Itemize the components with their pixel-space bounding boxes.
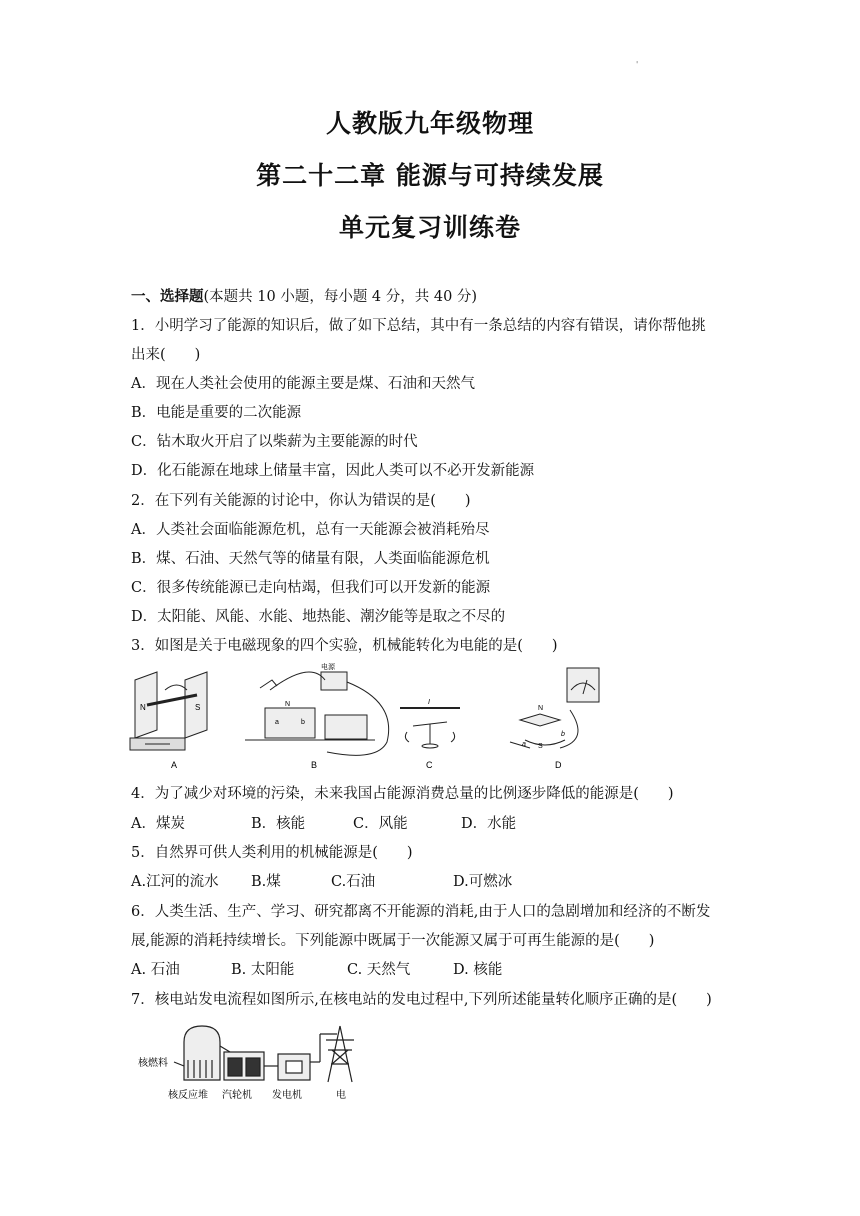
q1-stem-line1: 1．小明学习了能源的知识后，做了如下总结，其中有一条总结的内容有错误，请你帮他挑 bbox=[131, 318, 706, 334]
q3-figure bbox=[125, 660, 625, 775]
q3-fig-d-n: N bbox=[538, 705, 544, 712]
q7-label-reactor: 核反应堆 bbox=[168, 1090, 208, 1101]
q5-options bbox=[131, 870, 512, 891]
q6-stem-line1: 6．人类生活、生产、学习、研究都离不开能源的消耗,由于人口的急剧增加和经济的不断发 bbox=[131, 904, 711, 920]
q1-stem-line2: 出来( ) bbox=[131, 347, 201, 363]
q3-fig-b-b: b bbox=[301, 719, 305, 726]
page-title: 人教版九年级物理 bbox=[325, 109, 534, 138]
q3-fig-label-d: D bbox=[555, 760, 562, 770]
q7-label-fuel: 核燃料 bbox=[138, 1058, 168, 1069]
q3-fig-a-s: S bbox=[195, 703, 201, 712]
q3-fig-a-n: N bbox=[140, 703, 146, 712]
corner-mark: ' bbox=[636, 60, 639, 69]
q3-fig-d bbox=[510, 668, 599, 748]
q6-option-a: A. 石油 bbox=[131, 962, 180, 978]
q3-fig-label-b: B bbox=[311, 760, 318, 770]
q4-option-d: D．水能 bbox=[461, 816, 517, 832]
q4-stem: 4．为了减少对环境的污染，未来我国占能源消费总量的比例逐步降低的能源是( ) bbox=[131, 786, 674, 802]
q2-option-c: C．很多传统能源已走向枯竭，但我们可以开发新的能源 bbox=[131, 580, 491, 596]
q3-fig-b-n: N bbox=[285, 701, 291, 708]
section-heading bbox=[131, 285, 477, 306]
q5-option-c: C.石油 bbox=[331, 874, 376, 890]
q5-option-b: B.煤 bbox=[251, 874, 281, 890]
q5-option-a: A.江河的流水 bbox=[131, 874, 219, 890]
q1-option-d: D．化石能源在地球上储量丰富，因此人类可以不必开发新能源 bbox=[131, 463, 535, 479]
q4-option-c: C．风能 bbox=[353, 816, 408, 832]
q4-options bbox=[131, 812, 516, 833]
q2-stem: 2．在下列有关能源的讨论中，你认为错误的是( ) bbox=[131, 493, 471, 509]
q5-option-d: D.可燃冰 bbox=[453, 874, 513, 890]
section-label: 一、选择题 bbox=[131, 289, 204, 305]
q3-fig-b-power: 电源 bbox=[321, 664, 335, 671]
q1-option-c: C．钻木取火开启了以柴薪为主要能源的时代 bbox=[131, 434, 418, 450]
power-tower-icon bbox=[310, 1026, 354, 1082]
section-note: (本题共 10 小题，每小题 4 分，共 40 分) bbox=[203, 289, 478, 305]
q3-fig-d-b: b bbox=[561, 731, 565, 738]
q2-option-a: A．人类社会面临能源危机，总有一天能源会被消耗殆尽 bbox=[131, 522, 490, 538]
q4-option-b: B．核能 bbox=[251, 816, 306, 832]
q3-fig-c bbox=[400, 708, 460, 748]
reactor-icon bbox=[184, 1026, 220, 1080]
q6-option-b: B. 太阳能 bbox=[231, 962, 295, 978]
q1-option-a: A．现在人类社会使用的能源主要是煤、石油和天然气 bbox=[131, 376, 475, 392]
q2-option-d: D．太阳能、风能、水能、地热能、潮汐能等是取之不尽的 bbox=[131, 609, 506, 625]
q2-option-b: B．煤、石油、天然气等的储量有限，人类面临能源危机 bbox=[131, 551, 490, 567]
q5-stem: 5．自然界可供人类利用的机械能源是( ) bbox=[131, 845, 413, 861]
q3-fig-label-a: A bbox=[171, 760, 178, 770]
q6-options bbox=[131, 958, 502, 979]
q3-fig-b bbox=[245, 672, 389, 755]
q1-option-b: B．电能是重要的二次能源 bbox=[131, 405, 302, 421]
q3-stem: 3．如图是关于电磁现象的四个实验，机械能转化为电能的是( ) bbox=[131, 638, 558, 654]
q3-fig-b-a: a bbox=[275, 719, 279, 726]
paper-subtitle: 单元复习训练卷 bbox=[338, 213, 521, 242]
q6-option-c: C. 天然气 bbox=[347, 962, 411, 978]
q7-figure bbox=[132, 1020, 372, 1108]
q3-fig-c-i: I bbox=[428, 699, 430, 706]
q7-stem: 7．核电站发电流程如图所示,在核电站的发电过程中,下列所述能量转化顺序正确的是( ) bbox=[131, 992, 712, 1008]
q7-label-turbine: 汽轮机 bbox=[222, 1090, 252, 1101]
q4-option-a: A．煤炭 bbox=[131, 816, 185, 832]
q6-option-d: D. 核能 bbox=[453, 962, 503, 978]
q7-label-electricity: 电 bbox=[336, 1090, 346, 1101]
q6-stem-line2: 展,能源的消耗持续增长。下列能源中既属于一次能源又属于可再生能源的是( ) bbox=[131, 933, 655, 949]
q3-fig-label-c: C bbox=[426, 760, 433, 770]
q3-fig-d-a: a bbox=[522, 741, 526, 748]
q7-label-generator: 发电机 bbox=[272, 1090, 302, 1101]
chapter-title: 第二十二章 能源与可持续发展 bbox=[256, 161, 604, 190]
q3-fig-d-s: S bbox=[538, 743, 543, 750]
